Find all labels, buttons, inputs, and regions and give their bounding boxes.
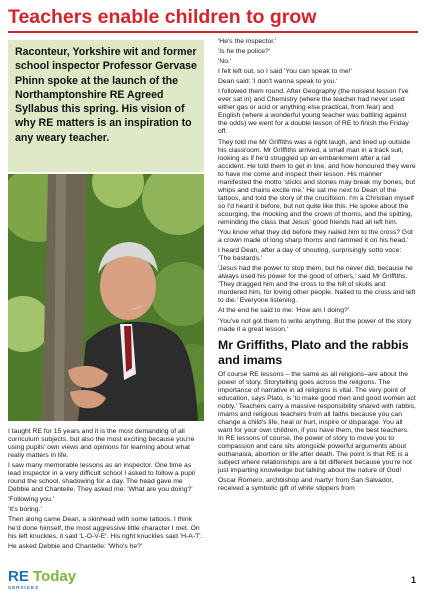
body-paragraph: I followed them round. After Geography (the noisiest lesson I've ever sat in) and Chemistry (where the teacher had never used either gas or acid or anything else practical, from fear) and English (where a wonderful young teacher was battling against the odds) we went for a double lesson of RE to finish the Friday off.: [218, 88, 409, 136]
body-paragraph: 'You've not got them to write anything. But the power of the story made it a great lesson.': [218, 317, 412, 333]
title-rule: [8, 31, 418, 33]
body-paragraph: 'No.': [218, 58, 232, 66]
portrait-photo: [8, 174, 204, 421]
body-paragraph: Oscar Romero, archbishop and martyr from San Salvador, received a symbolic gift of white slippers from: [218, 477, 394, 493]
body-paragraph: They told me Mr Griffiths was a right laugh, and lined up outside his classroom. Mr Griffiths arrived, a small man in a track suit, looking as if he'd struggled up an embankment after a rail accident. He told them to get in line, and how honoured they were to have me come and inspect their lesson. His manner manifested the motto 'sticks and stones may break my bones, but whips and chains excite me.' He sat me next to Dean of the tattoos, and told the story of the crucifixion. I'm a Christian myself so I'd heard it before, but not quite like this. He spoke about the scourging, the mocking and the crown of thorns, and the spitting, reminding the class that Jesus' good friends had all left him.: [218, 138, 416, 226]
re-today-logo: [8, 569, 98, 597]
body-paragraph: I heard Dean, after a day of shouting, surprisingly sotto voce: 'The bastards.': [218, 247, 402, 263]
page-number: 1: [410, 575, 416, 585]
article-title: Teachers enable children to grow: [8, 6, 317, 28]
right-column-text: [218, 38, 416, 578]
body-paragraph: I taught RE for 15 years and it is the most demanding of all curriculum subjects, but also the most exciting because you're using pupils' own views and opinions for learning about what really matters in life.: [8, 428, 195, 460]
body-paragraph: 'He's the inspector.': [218, 38, 277, 45]
body-paragraph: Then along came Dean, a skinhead with some tattoos. I think he'd done himself, the most aggressive little character I met. On his left knuckles, it said 'L-O-V-E'. His right knuckles said 'H-A-T'.: [8, 516, 203, 540]
body-paragraph: Of course RE lessons – the same as all religions–are about the power of story. Storytelling goes across the religions. The importance of narrative in all religions is vital. The very point of education, says Plato, is 'to make good men and good women act nobly.' Teachers carry a massive responsibility shared with rabbis, imams and religious teachers from all faiths because you can change a child's life, heal or hurt, inspire or disparage. You all want for your own children, if you have them, the best teachers. In RE lessons of course, the power of story to move you to compassion and care sits alongside powerful arguments about euthanasia, abortion or life after death. The point is that RE is a subject where relationships are a bit different because you're not just imparting knowledge but talking about the nature of God!: [218, 370, 416, 475]
logo-today-text: Today: [33, 568, 77, 585]
intro-standfirst: [8, 40, 204, 172]
body-paragraph: At the end he said to me: 'How am I doing?': [218, 307, 350, 315]
logo-re-text: RE: [8, 568, 29, 585]
body-paragraph: I felt left out, so I said 'You can speak to me!': [218, 68, 352, 76]
logo-services-text: SERVICES: [8, 585, 40, 590]
body-paragraph: Dean said: 'I don't wanna speak to you.': [218, 78, 338, 86]
body-paragraph: 'You know what they did before they nailed him to the cross? Got a crown made of long sharp thorns and rammed it on his head.': [218, 229, 413, 245]
body-paragraph: 'Is he the police?': [218, 48, 271, 56]
body-paragraph: He asked Debbie and Chantelle: 'Who's he?': [8, 542, 143, 550]
logo-wordmark: [8, 569, 98, 585]
body-paragraph: 'Following you.': [8, 496, 55, 504]
section-subheading: Mr Griffiths, Plato and the rabbis and imams: [218, 337, 409, 367]
body-paragraph: 'It's boring.': [8, 506, 42, 514]
body-paragraph: 'Jesus had the power to stop them, but he never did, because he always used his power for the good of others,' said Mr Griffiths. 'They dragged him and the cross to the hill of skulls and murdered him, for loving other people. Nailed to the cross and left to die.' Everyone listening.: [218, 265, 416, 305]
body-paragraph: I saw many memorable lessons as an inspector. One time as lead inspector in a very difficult school I asked to follow a pupil round the school, shadowing for a day. The head gave me Debbie and Chantelle. They asked me: 'What are you doing?': [8, 462, 195, 494]
intro-text: Raconteur, Yorkshire wit and former school inspector Professor Gervase Phinn spoke at the launch of the Northamptonshire RE Agreed Syllabus this spring. His vision of why RE matters is an inspiration to any weary teacher.: [15, 46, 197, 144]
